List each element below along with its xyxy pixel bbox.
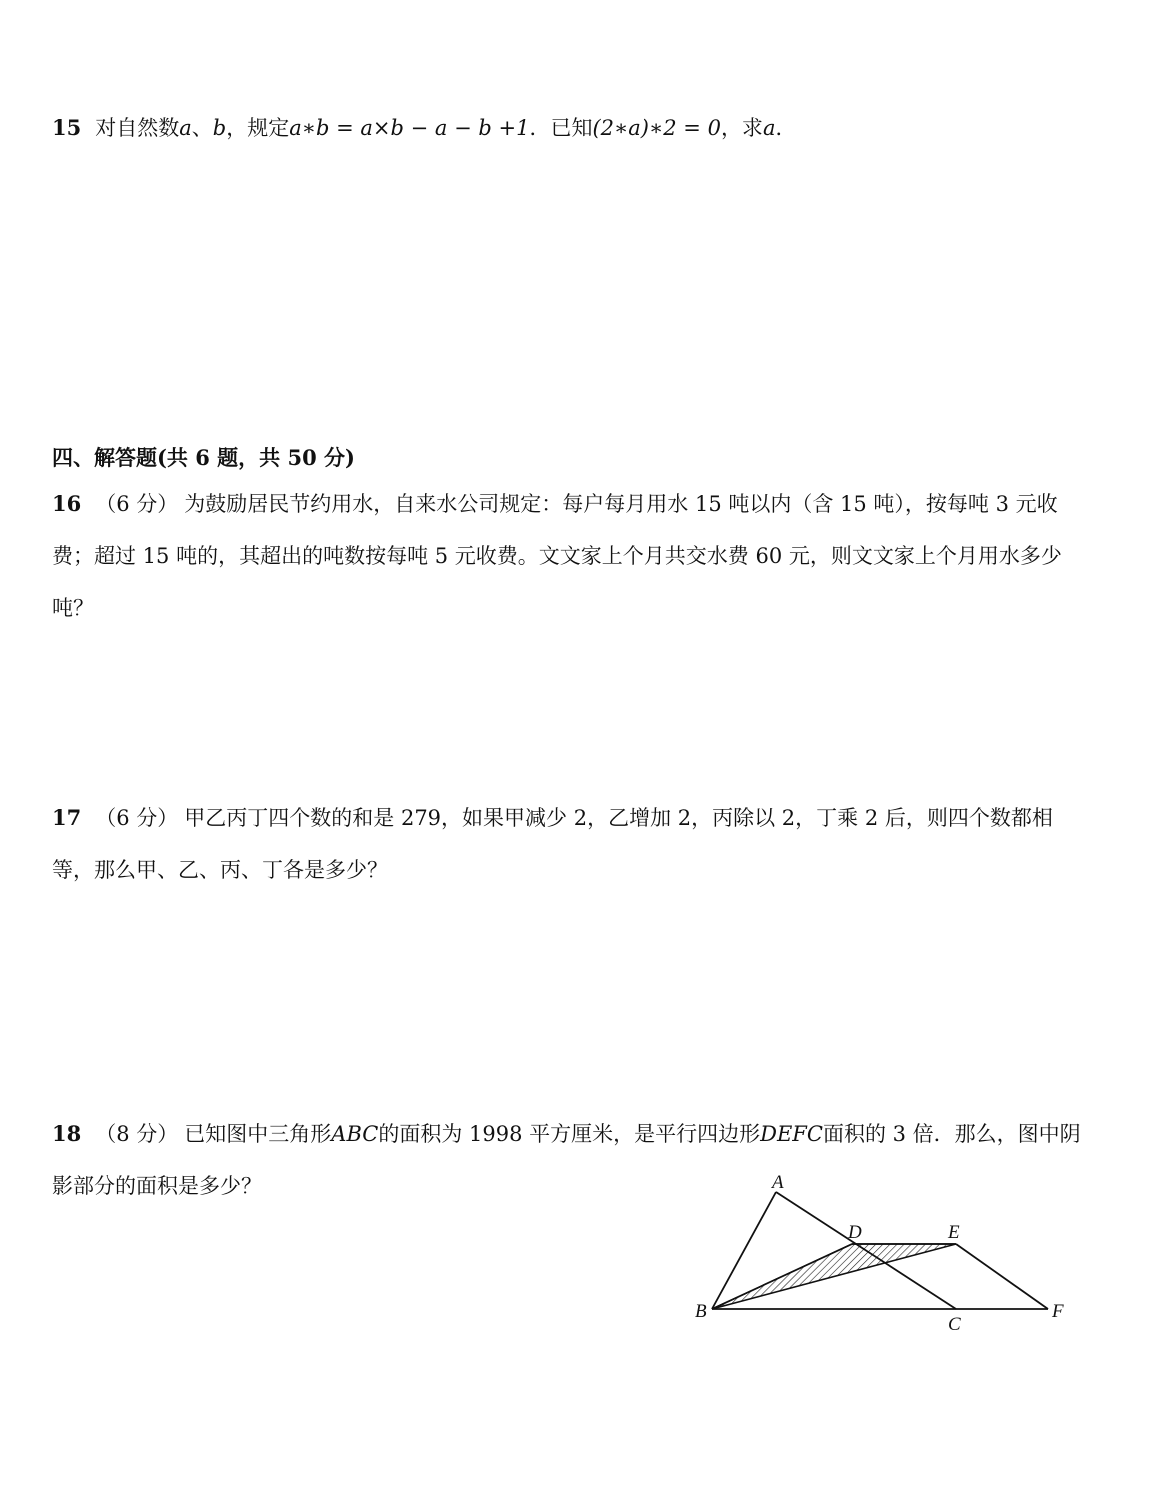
label-e: E	[948, 1222, 960, 1243]
question-text: 的面积为 1998 平方厘米，是平行四边形	[378, 1122, 761, 1146]
question-points: （8 分）	[95, 1122, 179, 1146]
label-c: C	[948, 1314, 961, 1335]
question-number: 15	[52, 115, 82, 140]
label-f: F	[1052, 1301, 1064, 1322]
separator: 、	[191, 116, 213, 140]
segment-ef	[956, 1244, 1048, 1309]
geometry-figure	[690, 1168, 1080, 1348]
question-number: 16	[52, 491, 82, 516]
ask-variable: a	[762, 116, 776, 140]
section-heading: 四、解答题(共 6 题，共 50 分)	[52, 445, 355, 470]
question-text: ．	[775, 116, 797, 140]
shaded-region	[712, 1244, 956, 1309]
question-text: 已知图中三角形	[184, 1122, 332, 1146]
triangle-name: ABC	[331, 1122, 379, 1146]
question-points: （6 分）	[95, 806, 179, 830]
variable-a: a	[179, 116, 192, 140]
formula-condition: (2∗a)∗2 = 0	[592, 116, 721, 140]
question-number: 17	[52, 805, 82, 830]
question-text: 为鼓励居民节约用水，自来水公司规定：每户每月用水 15 吨以内（含 15 吨），按每吨 3 元收费；超过 15 吨的，其超出的吨数按每吨 5 元收费。文文家上个月共交水费 60 元，则文文家上个月用水多少吨？	[52, 492, 1062, 620]
label-b: B	[695, 1301, 707, 1322]
question-number: 18	[52, 1121, 82, 1146]
question-text: 甲乙丙丁四个数的和是 279，如果甲减少 2，乙增加 2，丙除以 2，丁乘 2 后，则四个数都相等，那么甲、乙、丙、丁各是多少？	[52, 806, 1053, 882]
question-text: ．已知	[529, 116, 593, 140]
question-text: 对自然数	[95, 116, 180, 140]
question-16	[52, 478, 1092, 634]
formula-definition: a∗b = a×b − a − b +1	[289, 116, 530, 140]
question-text: 面积的 3 倍．那么，图中阴影部分的面积是多少？	[52, 1122, 1081, 1198]
question-text: ，求	[720, 116, 763, 140]
question-text: ，规定	[226, 116, 290, 140]
label-a: A	[772, 1172, 784, 1193]
parallelogram-name: DEFC	[760, 1122, 823, 1146]
label-d: D	[848, 1222, 862, 1243]
question-points: （6 分）	[95, 492, 179, 516]
variable-b: b	[212, 116, 227, 140]
question-15	[52, 102, 1092, 154]
question-17	[52, 792, 1092, 896]
